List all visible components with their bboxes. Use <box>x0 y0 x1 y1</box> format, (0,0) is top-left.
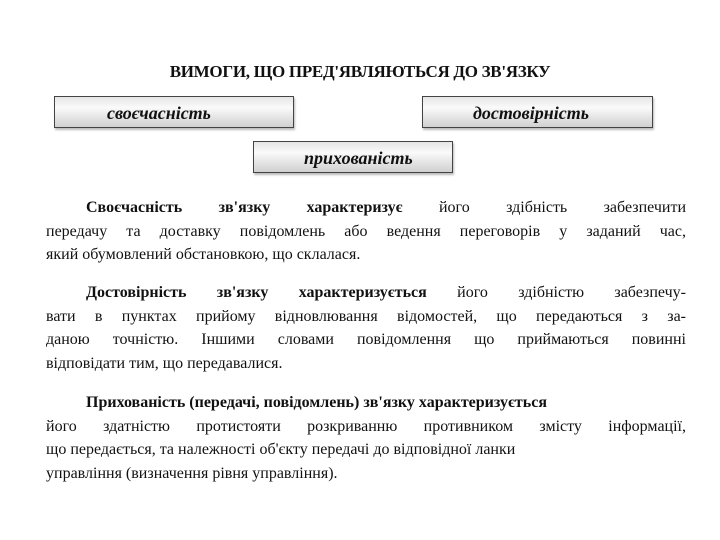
text-line: вати в пунктах прийому відновлювання відомостей, що передаються з за- <box>46 307 686 325</box>
term: Своєчасність зв'язку характеризує <box>86 199 403 216</box>
text-line: відповідати тим, що передавалися. <box>46 354 283 372</box>
text-line: його здатністю протистояти розкриванню противником змісту інформації, <box>46 417 686 435</box>
text-line: що передається, та належності об'єкту передачі до відповідної ланки <box>46 441 516 458</box>
paragraph-secrecy <box>46 391 686 485</box>
text: його здібністю забезпечу- <box>426 284 686 301</box>
paragraph-timeliness <box>46 196 686 267</box>
text-line: даною точністю. Іншими словами повідомлення що приймаються повинні <box>46 331 686 348</box>
text-line: управління (визначення рівня управління). <box>46 464 338 482</box>
paragraph-reliability <box>46 281 686 375</box>
requirement-box-timeliness: своєчасність <box>54 96 294 128</box>
term: Достовірність зв'язку характеризується <box>86 284 427 301</box>
requirement-box-secrecy: прихованість <box>253 141 453 173</box>
text-line: передачу та доставку повідомлень або ведення переговорів у заданий час, <box>46 222 686 240</box>
text-line: який обумовлений обстановкою, що склалася. <box>46 246 361 263</box>
term: Прихованість (передачі, повідомлень) зв'язку характеризується <box>86 394 547 411</box>
text: його здібність забезпечити <box>402 199 687 216</box>
requirement-box-reliability: достовірність <box>422 96 653 128</box>
page-title: ВИМОГИ, ЩО ПРЕД'ЯВЛЯЮТЬСЯ ДО ЗВ'ЯЗКУ <box>169 62 551 81</box>
